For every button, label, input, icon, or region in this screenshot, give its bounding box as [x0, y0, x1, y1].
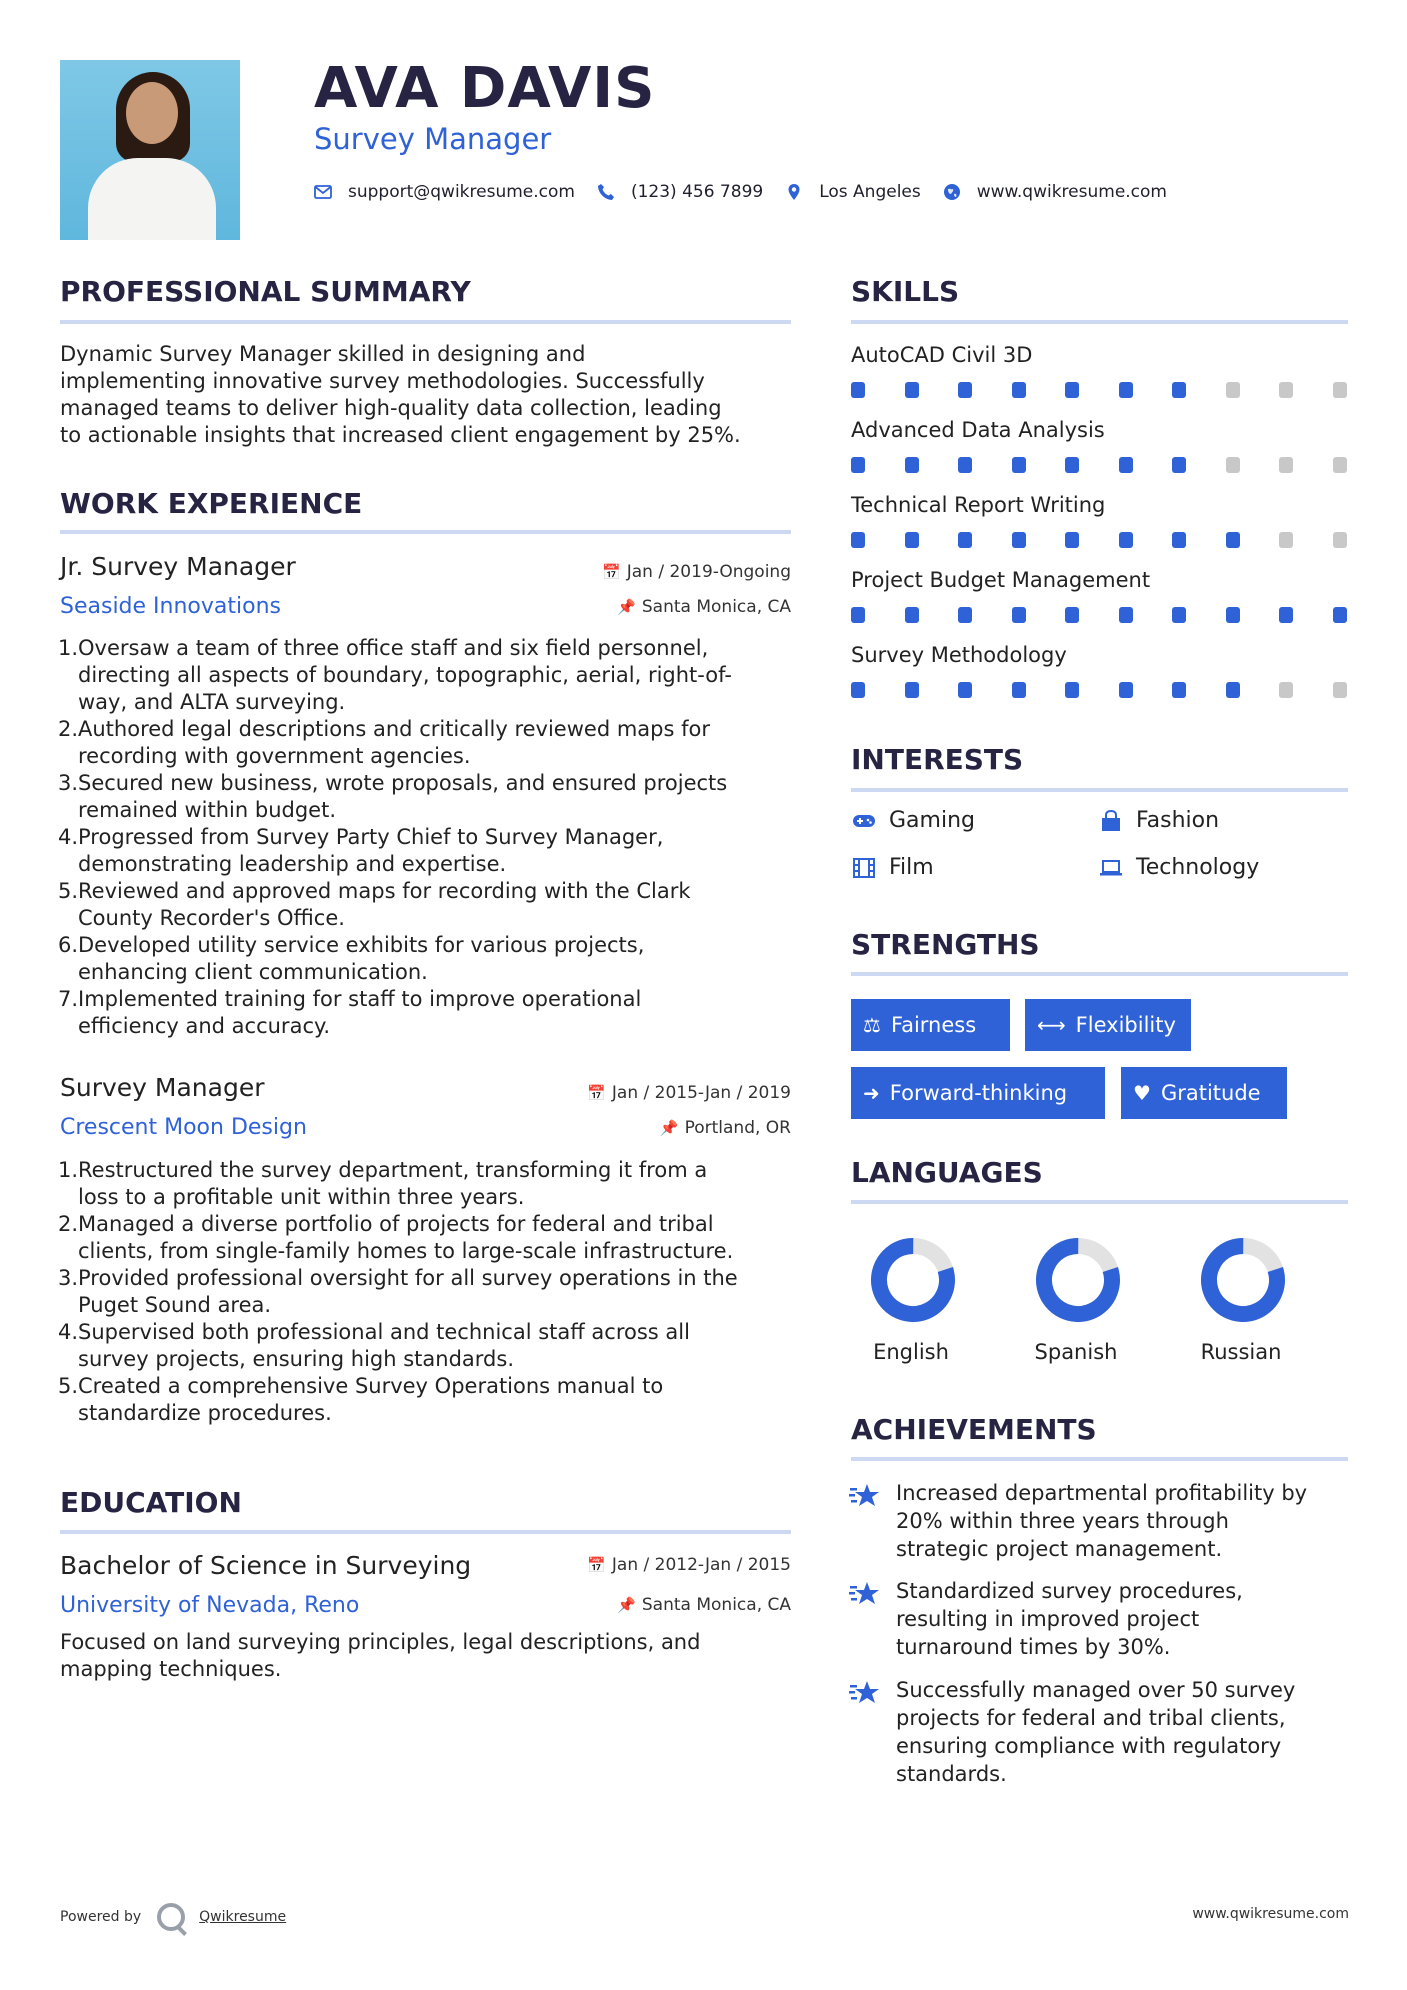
skill-dot — [1119, 682, 1133, 698]
skill-dot — [905, 682, 919, 698]
education-description: Focused on land surveying principles, legal descriptions, and mapping techniques. — [60, 1630, 701, 1681]
interest-item: Gaming — [851, 808, 975, 833]
list-item: 4. Supervised both professional and technical staff across all survey projects, ensuring high standards. — [58, 1320, 690, 1371]
skill-name: Project Budget Management — [851, 568, 1151, 592]
skill-dot — [1172, 532, 1186, 548]
skill-dot — [851, 682, 865, 698]
interests-heading: INTERESTS — [851, 743, 1024, 776]
star-achievement-icon — [849, 1482, 881, 1510]
skill-dot — [1279, 382, 1293, 398]
experience-divider — [60, 530, 791, 534]
skill-dot — [1119, 457, 1133, 473]
degree-title: Bachelor of Science in Surveying — [60, 1551, 472, 1580]
skill-name: Survey Methodology — [851, 643, 1067, 667]
skills-heading: SKILLS — [851, 275, 960, 308]
skill-dot — [1065, 532, 1079, 548]
star-achievement-icon — [849, 1679, 881, 1707]
arrows-horizontal-icon: ⟷ — [1037, 1013, 1066, 1037]
skill-dot — [1172, 457, 1186, 473]
contact-location: Los Angeles — [819, 182, 921, 202]
skill-dot — [1279, 457, 1293, 473]
calendar-icon: 📅 — [587, 1556, 606, 1574]
interest-item: Fashion — [1098, 808, 1219, 833]
list-item: 5. Reviewed and approved maps for recording with the Clark County Recorder's Office. — [58, 879, 691, 930]
gamepad-icon — [851, 810, 877, 832]
skill-dot — [1226, 532, 1240, 548]
candidate-name: AVA DAVIS — [314, 56, 656, 121]
achievement-item: Increased departmental profitability by 20% within three years through strategic project management. — [896, 1481, 1308, 1561]
contact-phone[interactable]: (123) 456 7899 — [630, 182, 764, 202]
job-responsibilities — [60, 1157, 800, 1427]
pin-icon: 📌 — [617, 1596, 636, 1614]
list-item: 5. Created a comprehensive Survey Operations manual to standardize procedures. — [58, 1374, 664, 1425]
skill-dot — [1172, 682, 1186, 698]
job-dates: 📅 Jan / 2019-Ongoing — [602, 562, 791, 582]
skill-rating — [851, 682, 1351, 698]
footer-website[interactable]: www.qwikresume.com — [1192, 1906, 1349, 1922]
list-item: 6. Developed utility service exhibits for various projects, enhancing client communication. — [58, 933, 645, 984]
strengths-divider — [851, 972, 1348, 976]
skill-dot — [851, 607, 865, 623]
footer-branding — [60, 1903, 286, 1931]
job-responsibilities — [60, 635, 800, 1040]
brand-link[interactable]: Qwikresume — [199, 1909, 287, 1925]
film-icon — [851, 857, 877, 879]
list-item: 2. Authored legal descriptions and critically reviewed maps for recording with government agencies. — [58, 717, 710, 768]
list-item: 1. Oversaw a team of three office staff and six field personnel, directing all aspects of boundary, topographic, aerial, right-of- way, and ALTA surveying. — [58, 636, 732, 714]
education-divider — [60, 1530, 791, 1534]
job-company: Crescent Moon Design — [60, 1115, 307, 1140]
school-name: University of Nevada, Reno — [60, 1593, 360, 1618]
skill-rating — [851, 457, 1351, 473]
languages-heading: LANGUAGES — [851, 1156, 1043, 1189]
strength-chip: ➜ Forward-thinking — [851, 1067, 1105, 1119]
list-item: 3. Provided professional oversight for all survey operations in the Puget Sound area. — [58, 1266, 738, 1317]
skill-dot — [1333, 682, 1347, 698]
job-location: 📌 Santa Monica, CA — [617, 597, 791, 617]
skill-dot — [958, 382, 972, 398]
skill-dot — [1119, 607, 1133, 623]
pin-icon: 📌 — [659, 1119, 679, 1137]
arrow-right-icon: ➜ — [863, 1081, 880, 1105]
skill-dot — [1333, 382, 1347, 398]
envelope-icon — [314, 183, 332, 201]
language-name: Russian — [1200, 1340, 1282, 1364]
shopping-bag-icon — [1098, 810, 1124, 832]
language-proficiency-ring — [1030, 1232, 1126, 1328]
summary-divider — [60, 320, 791, 324]
list-item: 2. Managed a diverse portfolio of projects for federal and tribal clients, from single-family homes to large-scale infrastructure. — [58, 1212, 734, 1263]
candidate-role: Survey Manager — [314, 122, 552, 156]
skill-dot — [1333, 607, 1347, 623]
skill-dot — [1119, 532, 1133, 548]
skill-dot — [1012, 382, 1026, 398]
list-item: 3. Secured new business, wrote proposals, and ensured projects remained within budget. — [58, 771, 728, 822]
job-dates: 📅 Jan / 2015-Jan / 2019 — [587, 1083, 791, 1103]
skill-dot — [905, 532, 919, 548]
skill-dot — [1279, 532, 1293, 548]
skill-dot — [958, 682, 972, 698]
skill-name: Technical Report Writing — [851, 493, 1106, 517]
skill-dot — [1226, 682, 1240, 698]
job-company: Seaside Innovations — [60, 594, 281, 619]
language-name: Spanish — [1034, 1340, 1118, 1364]
strengths-heading: STRENGTHS — [851, 928, 1040, 961]
interests-divider — [851, 788, 1348, 792]
skill-rating — [851, 532, 1351, 548]
list-item: 4. Progressed from Survey Party Chief to Survey Manager, demonstrating leadership and expertise. — [58, 825, 664, 876]
skill-dot — [1172, 382, 1186, 398]
job-location: 📌 Portland, OR — [659, 1118, 791, 1138]
skill-dot — [1172, 607, 1186, 623]
skill-dot — [1279, 607, 1293, 623]
skill-dot — [905, 607, 919, 623]
summary-text: Dynamic Survey Manager skilled in designing and implementing innovative survey methodologies. Successfully managed teams to deliver high-quality data collection, leading to actionable insights that increased client engagement by 25%. — [60, 342, 741, 447]
powered-by-text: Powered by — [60, 1909, 142, 1925]
skill-dot — [1065, 682, 1079, 698]
skill-dot — [1279, 682, 1293, 698]
calendar-icon: 📅 — [587, 1084, 606, 1102]
summary-heading: PROFESSIONAL SUMMARY — [60, 275, 471, 308]
interest-item: Technology — [1098, 855, 1259, 880]
achievements-heading: ACHIEVEMENTS — [851, 1413, 1097, 1446]
education-heading: EDUCATION — [60, 1486, 242, 1519]
strength-chip: ⚖ Fairness — [851, 999, 1010, 1051]
strength-chip: ♥ Gratitude — [1121, 1067, 1287, 1119]
skill-dot — [1226, 457, 1240, 473]
skill-dot — [1333, 457, 1347, 473]
skill-dot — [851, 532, 865, 548]
skill-dot — [1012, 457, 1026, 473]
skill-dot — [1012, 607, 1026, 623]
skill-dot — [1065, 457, 1079, 473]
contact-email[interactable]: support@qwikresume.com — [348, 182, 575, 202]
education-location: 📌 Santa Monica, CA — [617, 1595, 791, 1615]
skill-dot — [905, 457, 919, 473]
skill-name: AutoCAD Civil 3D — [851, 343, 1033, 367]
skill-dot — [1226, 607, 1240, 623]
languages-divider — [851, 1200, 1348, 1204]
skill-dot — [1065, 607, 1079, 623]
qwikresume-logo-icon — [157, 1903, 185, 1931]
phone-icon — [597, 183, 615, 201]
contact-website[interactable]: www.qwikresume.com — [976, 182, 1167, 202]
balance-scale-icon: ⚖ — [863, 1013, 881, 1037]
language-proficiency-ring — [1195, 1232, 1291, 1328]
skill-dot — [905, 382, 919, 398]
skill-dot — [958, 607, 972, 623]
contact-bar — [314, 178, 1189, 206]
achievement-item: Successfully managed over 50 survey projects for federal and tribal clients, ensuring compliance with regulatory standards. — [896, 1678, 1296, 1786]
experience-heading: WORK EXPERIENCE — [60, 487, 363, 520]
skill-dot — [1226, 382, 1240, 398]
skill-dot — [1065, 382, 1079, 398]
language-proficiency-ring — [865, 1232, 961, 1328]
skill-dot — [1012, 532, 1026, 548]
profile-photo — [60, 60, 240, 240]
skill-dot — [851, 382, 865, 398]
strength-chip: ⟷ Flexibility — [1025, 999, 1191, 1051]
skill-name: Advanced Data Analysis — [851, 418, 1105, 442]
language-name: English — [873, 1340, 949, 1364]
skill-rating — [851, 607, 1351, 623]
laptop-icon — [1098, 857, 1124, 879]
job-title: Jr. Survey Manager — [60, 552, 296, 581]
pin-icon: 📌 — [617, 598, 636, 616]
calendar-icon: 📅 — [602, 563, 621, 581]
job-title: Survey Manager — [60, 1073, 265, 1102]
globe-icon — [943, 183, 961, 201]
skill-rating — [851, 382, 1351, 398]
list-item: 1. Restructured the survey department, transforming it from a loss to a profitable unit within three years. — [58, 1158, 708, 1209]
skill-dot — [851, 457, 865, 473]
achievements-divider — [851, 1457, 1348, 1461]
achievement-item: Standardized survey procedures, resulting in improved project turnaround times by 30%. — [896, 1579, 1243, 1659]
education-dates: 📅 Jan / 2012-Jan / 2015 — [587, 1555, 791, 1575]
skills-divider — [851, 320, 1348, 324]
skill-dot — [958, 532, 972, 548]
map-marker-icon — [785, 183, 803, 201]
interest-item: Film — [851, 855, 934, 880]
heart-icon: ♥ — [1133, 1081, 1151, 1105]
skill-dot — [958, 457, 972, 473]
skill-dot — [1333, 532, 1347, 548]
skill-dot — [1012, 682, 1026, 698]
star-achievement-icon — [849, 1580, 881, 1608]
skill-dot — [1119, 382, 1133, 398]
list-item: 7. Implemented training for staff to improve operational efficiency and accuracy. — [58, 987, 642, 1038]
